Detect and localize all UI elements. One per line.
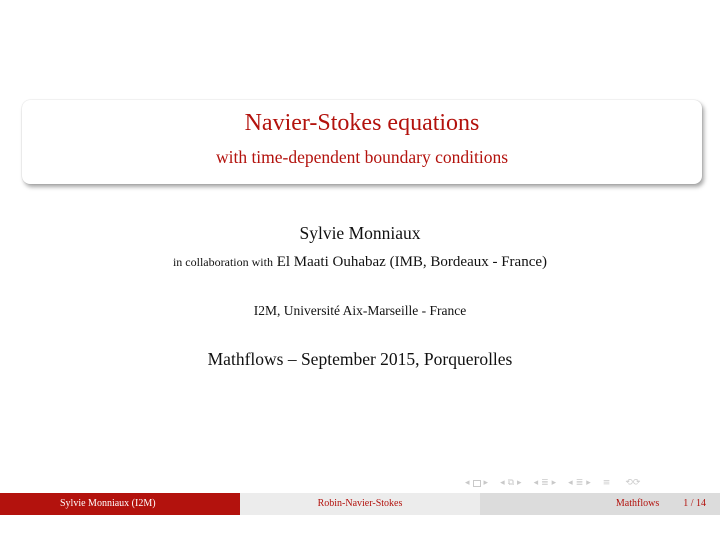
collaboration-line [0, 254, 720, 271]
slide-title: Navier-Stokes equations [244, 110, 480, 136]
arrow-right-icon[interactable]: ▸ [586, 478, 591, 488]
arrow-right-icon[interactable]: ▸ [551, 478, 557, 488]
align-icon[interactable]: ≡ [602, 478, 611, 488]
footer-author: Sylvie Monniaux (I2M) [0, 493, 240, 515]
subsection-icon[interactable]: ⧉ [507, 478, 515, 488]
arrow-left-icon[interactable]: ◂ [500, 478, 505, 488]
arrow-right-icon[interactable]: ▸ [517, 478, 522, 488]
arrow-left-icon[interactable]: ◂ [465, 478, 470, 488]
footer-short-title: Robin-Navier-Stokes [240, 493, 480, 515]
section-icon[interactable]: ≣ [575, 478, 584, 488]
footer [0, 493, 720, 515]
collaboration-prefix: in collaboration with [172, 255, 273, 269]
author-name: Sylvie Monniaux [299, 223, 421, 243]
navigation-bar [465, 476, 640, 490]
frame-icon[interactable] [473, 480, 481, 487]
footer-event: Mathflows [615, 498, 660, 509]
arrow-right-icon[interactable]: ▸ [483, 478, 489, 488]
institute: I2M, Université Aix-Marseille - France [253, 303, 467, 318]
title-block [22, 100, 702, 184]
footer-page-number: 1 / 14 [683, 498, 706, 509]
arrow-left-icon[interactable]: ◂ [568, 478, 573, 488]
section-icon[interactable]: ≣ [541, 478, 549, 488]
event-date: Mathflows – September 2015, Porquerolles [207, 349, 513, 369]
collaboration-names: El Maati Ouhabaz (IMB, Bordeaux - France) [276, 254, 548, 270]
arrow-left-icon[interactable]: ◂ [533, 478, 539, 488]
slide-subtitle: with time-dependent boundary conditions [215, 147, 509, 167]
footer-right [480, 493, 720, 515]
search-icon[interactable]: ⟲⟳ [625, 478, 641, 488]
